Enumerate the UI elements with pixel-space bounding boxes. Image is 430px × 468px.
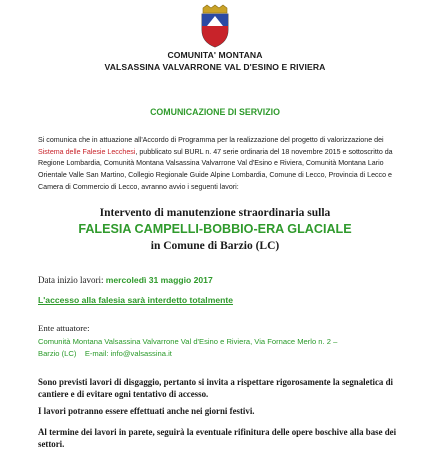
access-closed-notice: L'accesso alla falesia sarà interdetto totalmente: [38, 295, 234, 305]
start-date-value: mercoledì 31 maggio 2017: [105, 275, 213, 285]
ente-details: [38, 336, 418, 360]
organization-name: COMUNITA' MONTANA: [167, 50, 263, 60]
start-date-label: Data inizio lavori:: [38, 275, 106, 285]
ente-label: Ente attuatore:: [38, 323, 90, 333]
finishing-works-paragraph: Al termine dei lavori in parete, seguirà la eventuale rifinitura delle opere boschive alla base dei settori.: [38, 427, 397, 449]
intro-paragraph: [38, 135, 408, 194]
intervention-heading: Intervento di manutenzione straordinaria sulla: [99, 207, 331, 219]
coat-of-arms-icon: [199, 4, 231, 48]
works-warning-paragraph: Sono previsti lavori di disgaggio, pertanto si invita a rispettare rigorosamente la segnaletica di cantiere e di evitare ogni tentativo di accesso.: [38, 377, 393, 399]
organization-subtitle: VALSASSINA VALVARRONE VAL D'ESINO E RIVIERA: [104, 62, 326, 72]
crag-location: in Comune di Barzio (LC): [150, 240, 280, 252]
intro-text-start: Si comunica che in attuazione all'Accordo di Programma per la realizzazione del progetto di valorizzazione dei: [38, 136, 384, 144]
intro-text-end: , pubblicato sul BURL n. 47 serie ordinaria del 18 novembre 2015 e sottoscritto da Regione Lombardia, Comunità Montana Valsassina Valvarrone Val d'Esino e Riviera, Comunità Montana Lario Orientale Valle San Martino, Collegio Regionale Guide Alpine Lombardia, Comune di Lecco, Provincia di Lecco e Camera di Commercio di Lecco, avranno avvio i seguenti lavori:: [38, 147, 393, 191]
ente-contact: Barzio (LC) E-mail: info@valsassina.it: [38, 349, 172, 358]
start-date-line: [38, 275, 213, 285]
notice-title: COMUNICAZIONE DI SERVIZIO: [150, 107, 280, 117]
holiday-works-paragraph: I lavori potranno essere effettuati anche nei giorni festivi.: [38, 406, 255, 416]
highlight-falesie-system: Sistema delle Falesie Lecchesi: [38, 147, 136, 156]
crag-name: FALESIA CAMPELLI-BOBBIO-ERA GLACIALE: [78, 222, 352, 236]
ente-address: Comunità Montana Valsassina Valvarrone Val d'Esino e Riviera, Via Fornace Merlo n. 2 –: [38, 337, 338, 346]
